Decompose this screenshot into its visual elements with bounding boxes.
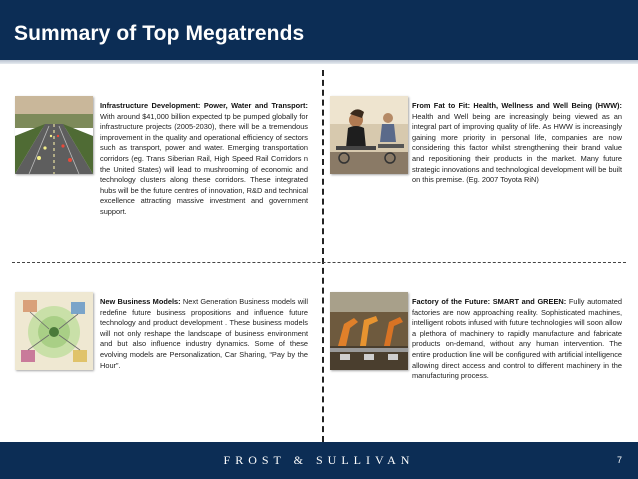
frost-sullivan-logo: FROST & SULLIVAN <box>223 453 415 467</box>
trend-health-heading: From Fat to Fit: Health, Wellness and Well Being (HWW): <box>412 101 622 110</box>
trend-factory <box>412 297 622 382</box>
trend-health-body: Health and Well being are increasingly being viewed as an integral part of improving quality of life. As HWW is increasingly gaining more priority in personal life, companies are now considering this factor whilst strengthening their brand value and repositioning their products in the market. Many future strategic innovations and technological development will be built on this premise. (Eg. 2007 Toyota RiN) <box>412 111 622 185</box>
business-models-image <box>15 292 93 370</box>
trend-factory-heading: Factory of the Future: SMART and GREEN: <box>412 297 569 306</box>
trend-business-models-heading: New Business Models: <box>100 297 183 306</box>
header-divider <box>0 60 638 64</box>
robotic-factory-image <box>330 292 408 370</box>
slide-title: Summary of Top Megatrends <box>14 22 305 45</box>
slide-footer <box>0 442 638 479</box>
trend-infrastructure-body: With around $41,000 billion expected tp be pumped globally for infrastructure projects (2005-2030), there will be a tremendous improvement in the quality and operational efficiency of sectors such as transport, power and water. Emerging transportation corridors (eg. Trans Siberian Rail, High Speed Rail Corridors n the United States) will lead to mushrooming of economic and technology clusters along these corridors. These integrated hubs will be the future centres of innovation, R&D and technical excellence attracting massive investment and government support. <box>100 111 308 216</box>
trend-business-models <box>100 297 308 371</box>
page-number: 7 <box>616 455 622 465</box>
vertical-divider <box>322 70 324 442</box>
highway-traffic-image <box>15 96 93 174</box>
trend-health <box>412 101 622 186</box>
gym-fitness-image <box>330 96 408 174</box>
trend-factory-body: Fully automated factories are now approaching reality. Sophisticated machines, intelligent robots infused with future technologies will soon allow a plethora of machinery to rapidly manufacture and fabricate products on-demand, without any human intervention. The entire production line will be configured with artificial intelligence allowing direct access and control to different machinery in the manufacturing process. <box>412 297 622 381</box>
horizontal-divider <box>12 262 626 263</box>
trend-infrastructure-heading: Infrastructure Development: Power, Water and Transport: <box>100 101 308 110</box>
trend-infrastructure <box>100 101 308 218</box>
slide-header <box>0 0 638 60</box>
trend-business-models-body: Next Generation Business models will redefine future business propositions and influence future technology and product development . These business models will not only reshape the landscape of business environment and but also influence industry dynamics. Some of these evolving models are Personalization, Car Sharing, “Pay by the Hour”. <box>100 297 309 370</box>
